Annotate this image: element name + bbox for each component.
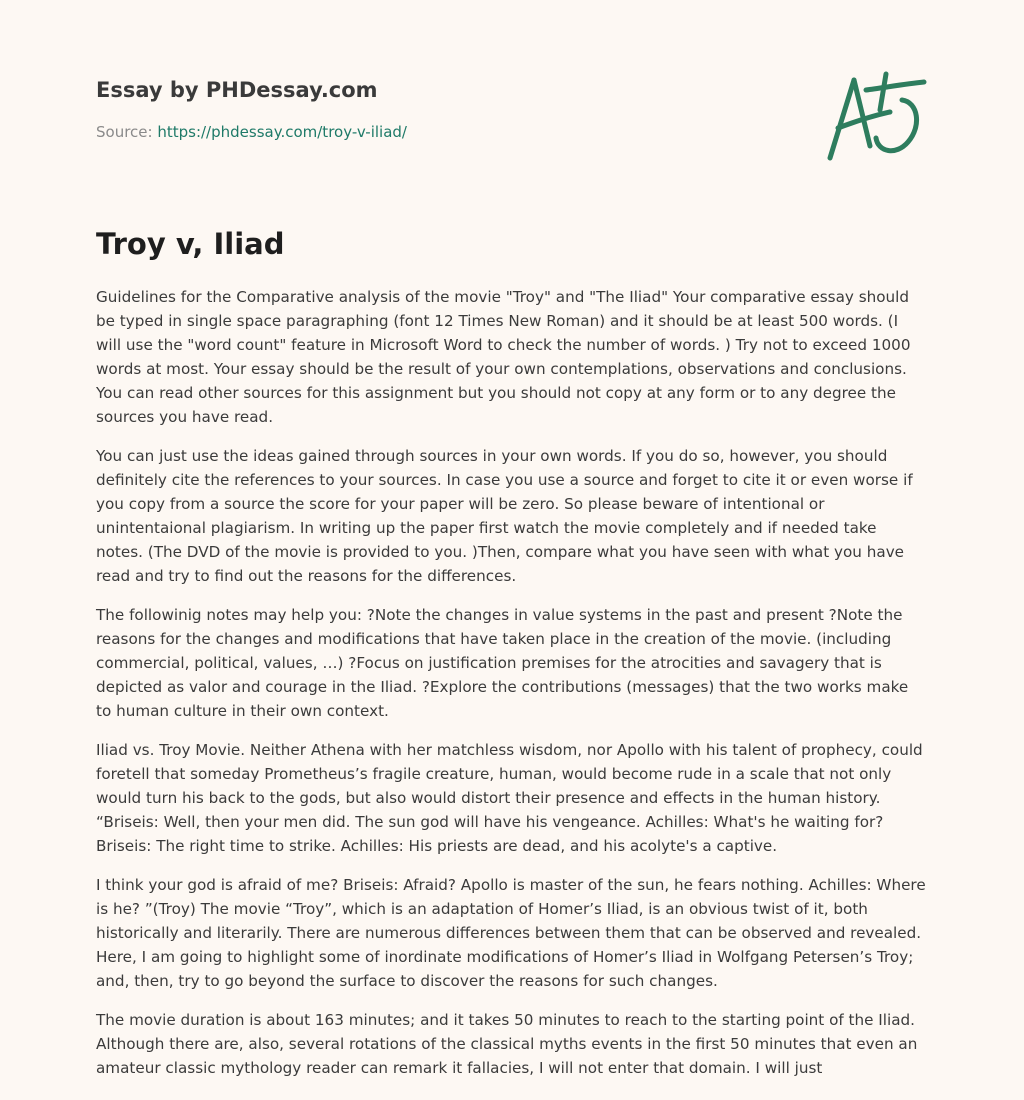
- essay-paragraph: Guidelines for the Comparative analysis of the movie "Troy" and "The Iliad" Your comparative essay should be typed in single space paragraphing (font 12 Times New Roman) and it should be at least 500 words. (I will use the "word count" feature in Microsoft Word to check the number of words. ) Try not to exceed 1000 words at most. Your essay should be the result of your own contemplations, observations and conclusions. You can read other sources for this assignment but you should not copy at any form or to any degree the sources you have read.: [96, 288, 911, 426]
- a-plus-logo: [820, 66, 930, 166]
- essay-paragraph: I think your god is afraid of me? Briseis: Afraid? Apollo is master of the sun, he fears nothing. Achilles: Where is he? ”(Troy) The movie “Troy”, which is an adaptation of Homer’s Iliad, is an obvious twist of it, both historically and literarily. There are numerous differences between them that can be observed and revealed. Here, I am going to highlight some of inordinate modifications of Homer’s Iliad in Wolfgang Petersen’s Troy; and, then, try to go beyond the surface to discover the reasons for such changes.: [96, 876, 926, 990]
- essay-paragraph: The movie duration is about 163 minutes; and it takes 50 minutes to reach to the starting point of the Iliad. Although there are, also, several rotations of the classical myths events in the first 50 minutes that even an amateur classic mythology reader can remark it fallacies, I will not enter that domain. I will just: [96, 1011, 918, 1077]
- site-title: Essay by PHDessay.com: [96, 78, 378, 102]
- essay-title: Troy v, Iliad: [96, 227, 285, 261]
- essay-paragraph: The followinig notes may help you: ?Note the changes in value systems in the past and present ?Note the reasons for the changes and modifications that have taken place in the creation of the movie. (including commercial, political, values, …) ?Focus on justification premises for the atrocities and savagery that is depicted as valor and courage in the Iliad. ?Explore the contributions (messages) that the two works make to human culture in their own context.: [96, 606, 909, 720]
- essay-body: [96, 285, 926, 1095]
- source-line: [96, 122, 796, 142]
- source-label: Source:: [96, 123, 158, 141]
- essay-paragraph: Iliad vs. Troy Movie. Neither Athena with her matchless wisdom, nor Apollo with his talent of prophecy, could foretell that someday Prometheus’s fragile creature, human, would become rude in a scale that not only would turn his back to the gods, but also would distort their presence and effects in the human history. “Briseis: Well, then your men did. The sun god will have his vengeance. Achilles: What's he waiting for? Briseis: The right time to strike. Achilles: His priests are dead, and his acolyte's a captive.: [96, 741, 923, 855]
- essay-paragraph: You can just use the ideas gained through sources in your own words. If you do so, however, you should definitely cite the references to your sources. In case you use a source and forget to cite it or even worse if you copy from a source the score for your paper will be zero. So please beware of intentional or unintentaional plagiarism. In writing up the paper first watch the movie completely and if needed take notes. (The DVD of the movie is provided to you. )Then, compare what you have seen with what you have read and try to find out the reasons for the differences.: [96, 447, 913, 585]
- source-link[interactable]: https://phdessay.com/troy-v-iliad/: [157, 123, 407, 141]
- a-plus-logo-icon: [820, 66, 930, 166]
- document-header: [96, 74, 796, 142]
